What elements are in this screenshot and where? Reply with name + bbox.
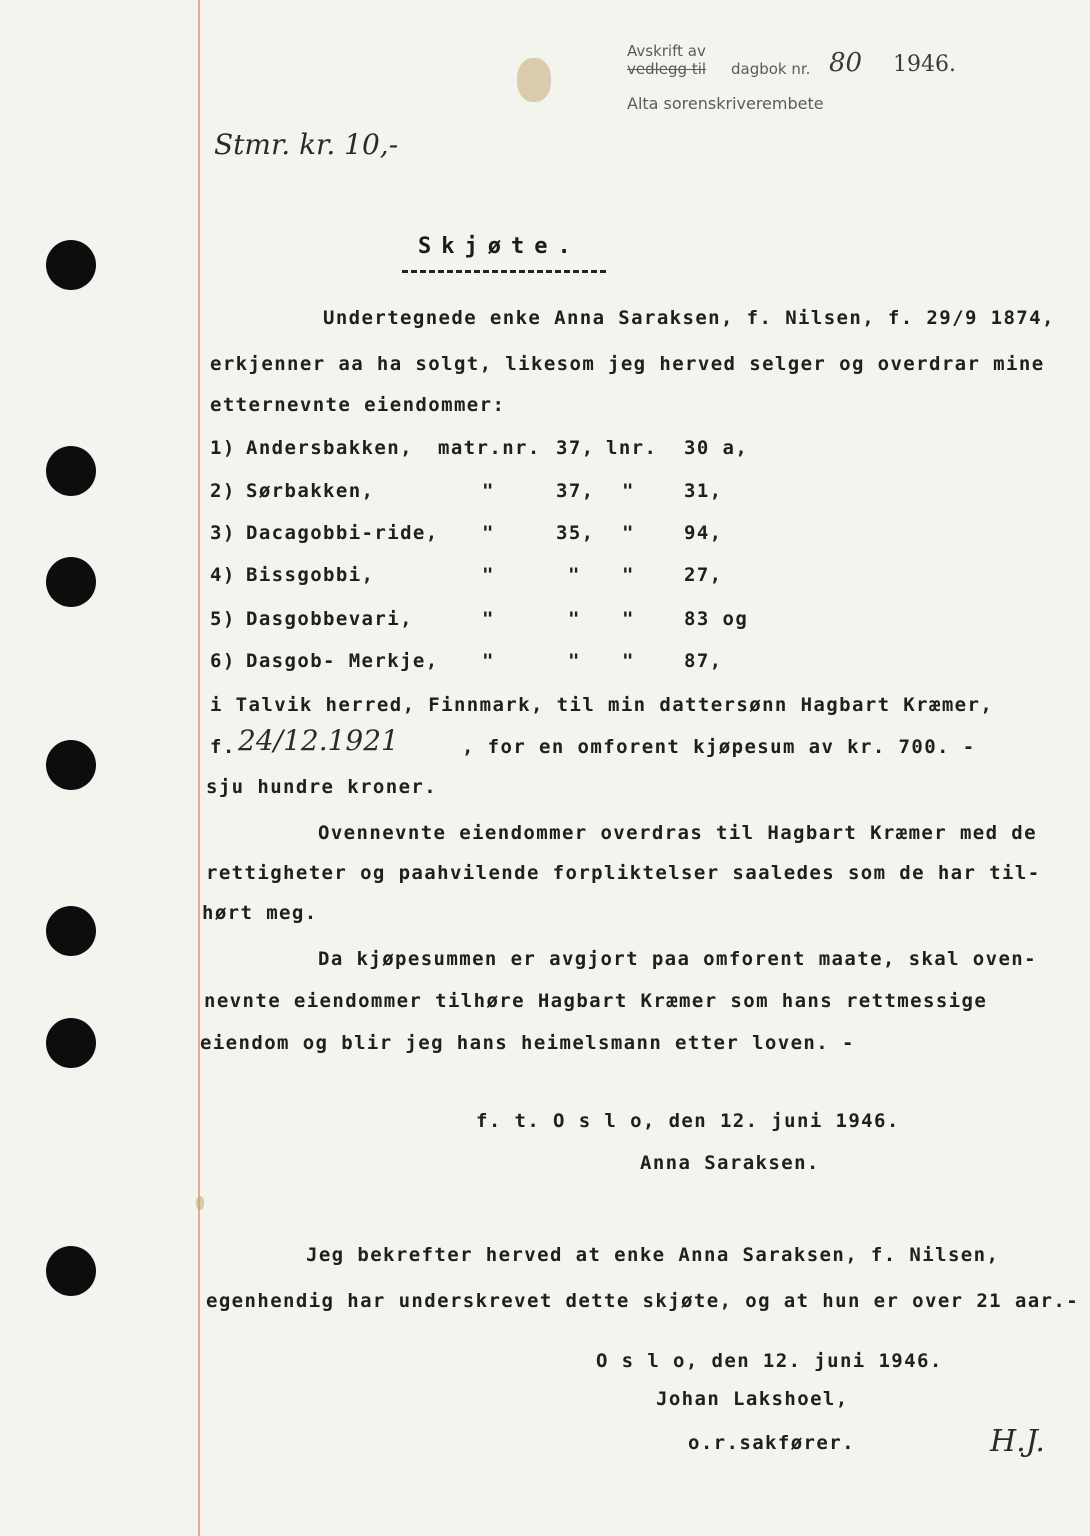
birth-date-handwritten: 24/12.1921 [238, 724, 399, 757]
property-name: Dacagobbi-ride, [246, 522, 439, 544]
title-underline [402, 270, 606, 273]
property-bnr-label: " [622, 564, 635, 586]
property-matr: " [482, 608, 495, 630]
attest-place-date: O s l o, den 12. juni 1946. [596, 1350, 943, 1372]
para2-line: , for en omforent kjøpesum av kr. 700. - [462, 736, 976, 758]
property-number: 3) [210, 522, 236, 544]
attest-line: Jeg bekrefter herved at enke Anna Saraksen, f. Nilsen, [306, 1244, 1000, 1266]
stain-mark [196, 1196, 204, 1210]
stamp-office: Alta sorenskriverembete [627, 94, 824, 113]
property-number: 2) [210, 480, 236, 502]
property-gnr: " [568, 608, 581, 630]
lawyer-title: o.r.sakfører. [688, 1432, 855, 1454]
property-matr: " [482, 522, 495, 544]
para2-line: sju hundre kroner. [206, 776, 438, 798]
punch-hole [46, 740, 96, 790]
property-name: Bissgobbi, [246, 564, 375, 586]
stain-mark [517, 58, 551, 102]
property-name: Andersbakken, [246, 437, 413, 459]
para4-line: nevnte eiendommer tilhøre Hagbart Kræmer som hans rettmessige [204, 990, 988, 1012]
stamp-struck-text: vedlegg til [627, 60, 707, 78]
lawyer-name: Johan Lakshoel, [656, 1388, 849, 1410]
para2-prefix: f. [210, 736, 236, 758]
punch-hole [46, 906, 96, 956]
property-bnr-label: " [622, 480, 635, 502]
property-bnr: 94, [684, 522, 723, 544]
punch-hole [46, 240, 96, 290]
property-matr: " [482, 564, 495, 586]
para3-line: hørt meg. [202, 902, 318, 924]
margin-line [198, 0, 200, 1536]
attest-line: egenhendig har underskrevet dette skjøte, og at hun er over 21 aar.- [206, 1290, 1080, 1312]
property-gnr: 37, [556, 437, 595, 459]
property-matr: matr.nr. [438, 437, 541, 459]
property-gnr: 37, [556, 480, 595, 502]
punch-hole [46, 446, 96, 496]
property-bnr: 30 a, [684, 437, 749, 459]
property-bnr: 27, [684, 564, 723, 586]
property-bnr-label: " [622, 608, 635, 630]
stamp-year: 1946. [893, 52, 956, 77]
property-gnr: " [568, 650, 581, 672]
property-number: 5) [210, 608, 236, 630]
property-bnr-label: " [622, 522, 635, 544]
para2-line: i Talvik herred, Finnmark, til min dattersønn Hagbart Kræmer, [210, 694, 994, 716]
punch-hole [46, 1246, 96, 1296]
para1-line: etternevnte eiendommer: [210, 394, 506, 416]
property-name: Dasgob- Merkje, [246, 650, 439, 672]
stamp-line-1: Avskrift av [627, 42, 706, 60]
property-bnr: 31, [684, 480, 723, 502]
para1-line: Undertegnede enke Anna Saraksen, f. Nilsen, f. 29/9 1874, [323, 307, 1055, 329]
property-number: 1) [210, 437, 236, 459]
property-matr: " [482, 480, 495, 502]
punch-hole [46, 557, 96, 607]
para3-line: rettigheter og paahvilende forpliktelser saaledes som de har til- [206, 862, 1041, 884]
place-date: f. t. O s l o, den 12. juni 1946. [476, 1110, 900, 1132]
property-bnr: 87, [684, 650, 723, 672]
signer-name: Anna Saraksen. [640, 1152, 820, 1174]
fee-note: Stmr. kr. 10,- [214, 128, 399, 161]
registry-stamp [627, 42, 987, 122]
property-name: Dasgobbevari, [246, 608, 413, 630]
handwritten-initials: H.J. [990, 1424, 1045, 1459]
property-matr: " [482, 650, 495, 672]
property-gnr: " [568, 564, 581, 586]
property-name: Sørbakken, [246, 480, 375, 502]
property-number: 4) [210, 564, 236, 586]
para1-line: erkjenner aa ha solgt, likesom jeg herved selger og overdrar mine [210, 353, 1045, 375]
stamp-number: 80 [829, 48, 863, 78]
punch-hole [46, 1018, 96, 1068]
para3-line: Ovennevnte eiendommer overdras til Hagbart Kræmer med de [318, 822, 1037, 844]
stamp-line-2: dagbok nr. [731, 60, 811, 78]
property-gnr: 35, [556, 522, 595, 544]
property-bnr: 83 og [684, 608, 749, 630]
para4-line: Da kjøpesummen er avgjort paa omforent maate, skal oven- [318, 948, 1037, 970]
property-bnr-label: " [622, 650, 635, 672]
document-title: Skjøte. [418, 234, 581, 259]
property-number: 6) [210, 650, 236, 672]
para4-line: eiendom og blir jeg hans heimelsmann etter loven. - [200, 1032, 855, 1054]
property-bnr-label: lnr. [606, 437, 658, 459]
